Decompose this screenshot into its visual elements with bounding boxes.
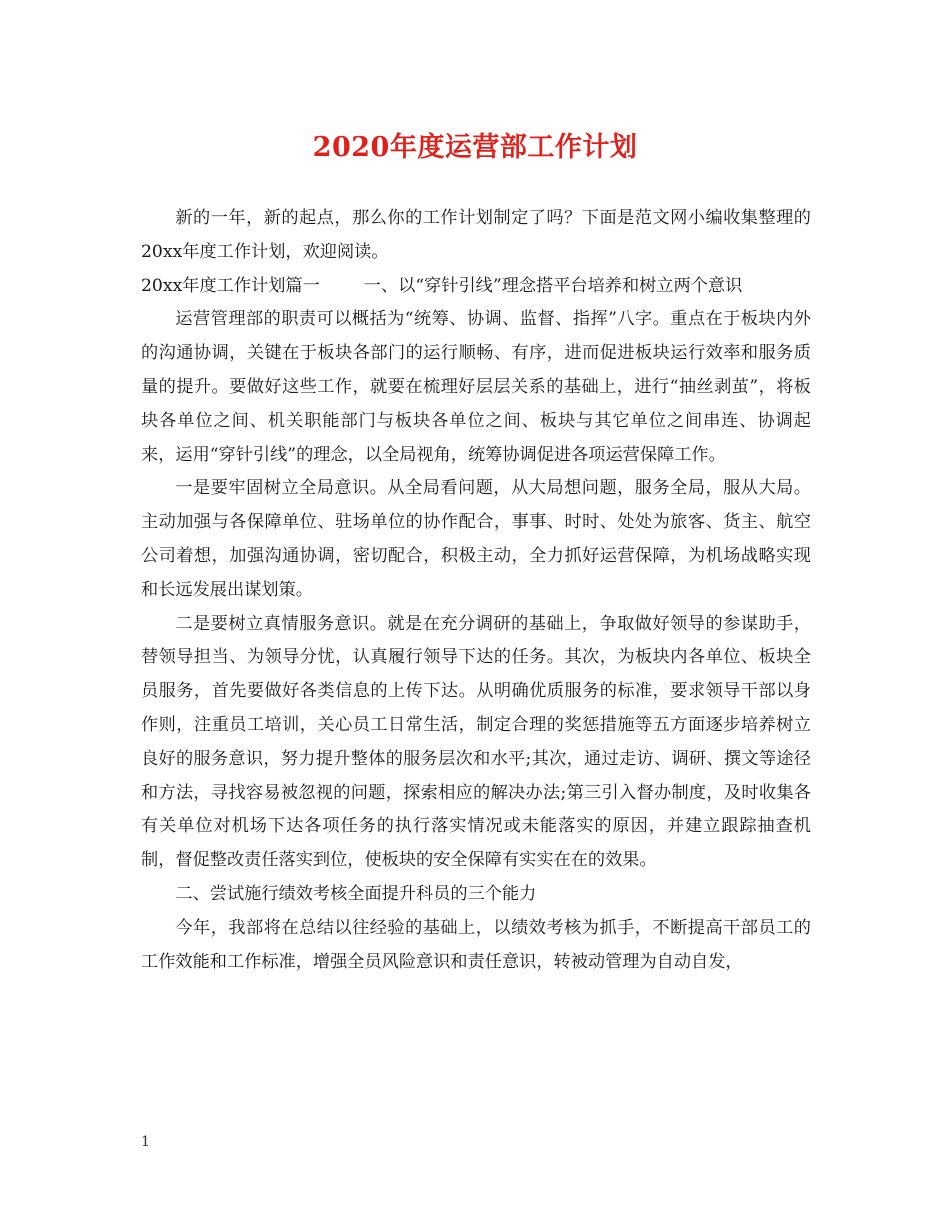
section-label: 20xx年度工作计划篇一 [141, 275, 320, 296]
paragraph-1: 运营管理部的职责可以概括为“统筹、协调、监督、指挥”八字。重点在于板块内外的沟通协调，关键在于板块各部门的运行顺畅、有序，进而促进板块运行效率和服务质量的提升。要做好这些工作，就要在梳理好层层关系的基础上，进行“抽丝剥茧”，将板块各单位之间、机关职能部门与板块各单位之间、板块与其它单位之间串连、协调起来，运用“穿针引线”的理念，以全局视角，统筹协调促进各项运营保障工作。 [141, 309, 811, 465]
document-body [141, 202, 811, 979]
paragraph-4: 今年，我部将在总结以往经验的基础上，以绩效考核为抓手，不断提高干部员工的工作效能和工作标准，增强全员风险意识和责任意识，转被动管理为自动自发， [141, 917, 811, 972]
intro-paragraph: 新的一年，新的起点，那么你的工作计划制定了吗？下面是范文网小编收集整理的20xx年度工作计划，欢迎阅读。 [141, 208, 811, 262]
paragraph-3: 二是要树立真情服务意识。就是在充分调研的基础上，争取做好领导的参谋助手，替领导担当、为领导分忧，认真履行领导下达的任务。其次，为板块内各单位、板块全员服务，首先要做好各类信息的上传下达。从明确优质服务的标准，要求领导干部以身作则，注重员工培训，关心员工日常生活，制定合理的奖惩措施等五方面逐步培养树立良好的服务意识，努力提升整体的服务层次和水平;其次，通过走访、调研、撰文等途径和方法，寻找容易被忽视的问题，探索相应的解决办法;第三引入督办制度，及时收集各有关单位对机场下达各项任务的执行落实情况或未能落实的原因，并建立跟踪抽查机制，督促整改责任落实到位，使板块的安全保障有实实在在的效果。 [141, 613, 811, 871]
section-heading-2: 二、尝试施行绩效考核全面提升科员的三个能力 [175, 883, 537, 904]
page-number: 1 [141, 1134, 150, 1150]
section-heading-1: 一、以“穿针引线”理念搭平台培养和树立两个意识 [363, 275, 743, 296]
document-title: 2020年度运营部工作计划 [312, 132, 638, 163]
section-line [141, 270, 811, 304]
paragraph-2: 一是要牢固树立全局意识。从全局看问题，从大局想问题，服务全局，服从大局。主动加强与各保障单位、驻场单位的协作配合，事事、时时、处处为旅客、货主、航空公司着想，加强沟通协调，密切配合，积极主动，全力抓好运营保障，为机场战略实现和长远发展出谋划策。 [141, 478, 811, 600]
